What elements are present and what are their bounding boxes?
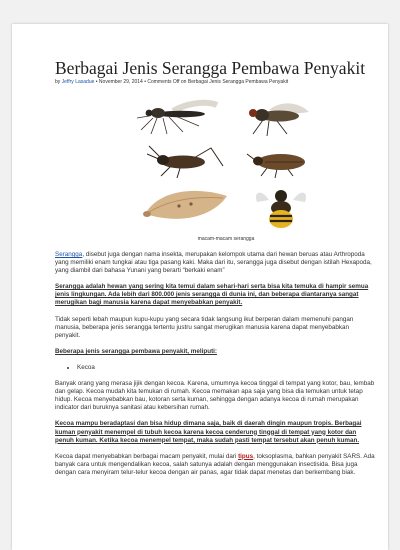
- list-heading: Beberapa jenis serangga pembawa penyakit, meliputi:: [55, 347, 218, 355]
- serangga-link[interactable]: Serangga: [55, 251, 83, 258]
- mosquito-image: [133, 96, 227, 136]
- wasp-image: [251, 184, 311, 230]
- document-page: [12, 24, 388, 550]
- figure-caption: macam-macam serangga: [197, 236, 255, 242]
- article-meta: [55, 79, 375, 85]
- insect-list: [55, 364, 375, 372]
- intro-paragraph: [55, 251, 375, 275]
- author-link[interactable]: Jeffry Lasadue: [61, 79, 95, 85]
- post-date: • November 29, 2014 •: [95, 79, 146, 85]
- article-body: [55, 251, 375, 477]
- paragraph-3: Tidak seperti lebah maupun kupu-kupu yang secara tidak langsung ikut berperan dalam memenuhi pangan manusia, beberapa jenis serangga tertentu justru sangat merugikan manusia karena dapat menyebabkan penyakit.: [55, 315, 354, 339]
- paragraph-5: Banyak orang yang merasa jijik dengan kecoa. Karena, umumnya kecoa tinggal di tempat yang kotor, bau, lembab dan gelap. Kecoa mudah kita temukan di rumah. Kecoa memakan apa saja yang bisa dia temukan untuk tetap hidup. Kecoa menyebabkan bau, kotoran serta kuman, sehingga dengan adanya kecoa di rumah merupakan indicator dari buruknya sanitasi atau kebersihan rumah.: [55, 380, 375, 412]
- meta-by: by: [55, 79, 61, 85]
- intro-text: , disebut juga dengan nama insekta, merupakan kelompok utama dari hewan beruas atau Arthropoda yang memiliki enam tungkai atau tiga pasang kaki. Maka dari itu, serangga juga disebut dengan istilah Hexapoda, yang diambil dari bahasa Yunani yang berarti “berkaki enam”: [55, 251, 372, 275]
- comments-status: Comments Off on Berbagai Jenis Serangga Pembawa Penyakit: [147, 79, 289, 85]
- beetle-image: [245, 144, 315, 180]
- list-item: • Kecoa: [77, 364, 375, 372]
- highlight-paragraph: Serangga adalah hewan yang sering kita temui dalam sehari-hari serta bisa kita temuka di hampir semua jenis lingkungan. Ada lebih dari 800.000 jenis serangga di dunia ini, dan beberapa diantaranya sangat merugikan bagi manusia karena dapat menyebabkan penyakit.: [55, 283, 369, 307]
- cricket-image: [147, 140, 231, 182]
- p7-text-after: , toksoplasma, bahkan penyakit SARS. Ada banyak cara untuk mengendalikan kecoa, salah satunya adalah dengan menggunakan insectisida. Bisa juga dengan cara menyiram telur-telur kecoa dengan air panas, agar tidak dapat menetas dan berkembang biak.: [55, 452, 375, 476]
- article-title: Berbagai Jenis Serangga Pembawa Penyakit: [55, 58, 366, 78]
- paragraph-7: [55, 453, 375, 477]
- article: [55, 58, 375, 485]
- tipus-link[interactable]: tipus: [238, 452, 254, 460]
- fly-image: [237, 98, 317, 138]
- p7-text-before: Kecoa dapat menyebabkan berbagai macam penyakit, mulai dari: [55, 452, 239, 460]
- moth-image: [139, 184, 235, 228]
- highlight-paragraph-2: Kecoa mampu beradaptasi dan bisa hidup dimana saja, baik di daerah dingin maupun tropis. Berbagai kuman penyakit menempel di tubuh kecoa karena kecoa cenderung tinggal di tempat yang kotor dan penuh kuman. Ketika kecoa menempel tempat, maka sudah pasti tempat tersebut akan penuh kuman.: [55, 420, 362, 444]
- insects-figure: [133, 94, 319, 242]
